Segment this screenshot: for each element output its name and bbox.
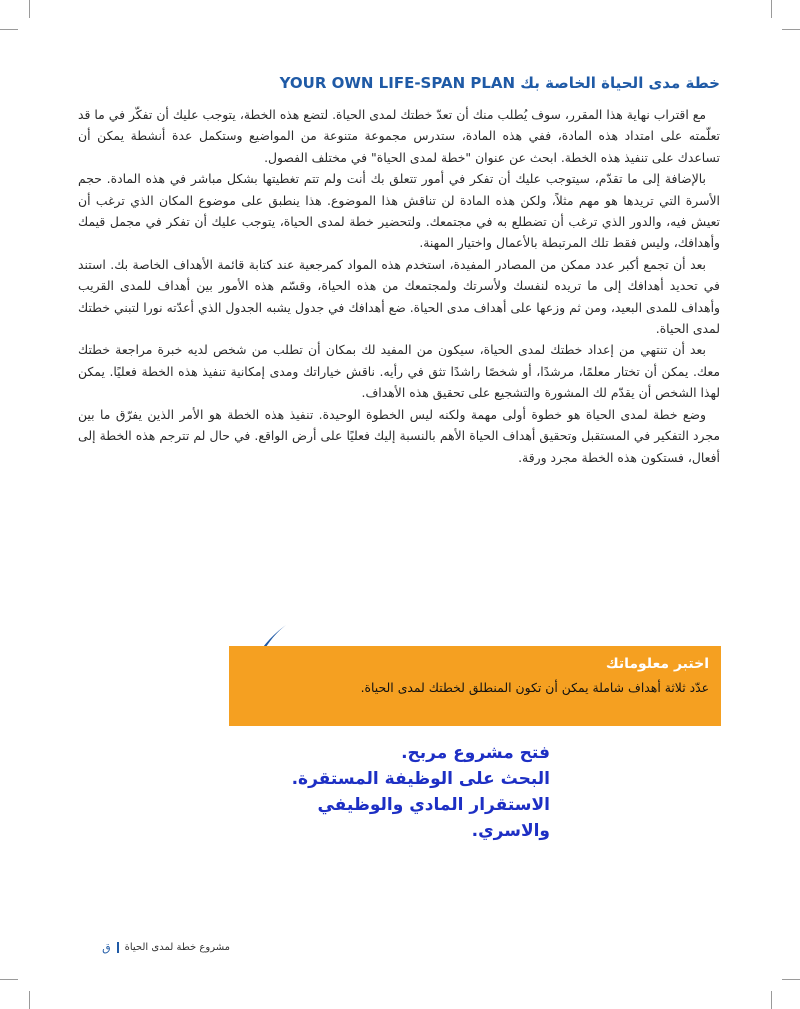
quiz-title: اختبر معلوماتك — [605, 656, 709, 672]
page-title: خطة مدى الحياة الخاصة بك YOUR OWN LIFE-SPAN PLAN — [279, 74, 720, 92]
crop-mark — [771, 0, 772, 18]
page-number: ق — [102, 941, 111, 954]
paragraph: وضع خطة لمدى الحياة هو خطوة أولى مهمة ولكنه ليس الخطوة الوحيدة. تنفيذ هذه الخطة هو الأمر الذين يفرّق ما بين مجرد التفكير في المستقبل وتحقيق أهداف الحياة الأهم بالنسبة إليك فعليًا على أرض الواقع. في حال لم تترجم هذه الخطة إلى أفعال، فستكون هذه الخطة مجرد ورقة. — [78, 406, 720, 465]
answer-line: البحث على الوظيفة المستقرة. — [291, 769, 550, 789]
paragraph: بعد أن تنتهي من إعداد خطتك لمدى الحياة، سيكون من المفيد لك بمكان أن تطلب من شخص لديه خبرة مراجعة خطتك معك. يمكن أن تختار معلمًا، مرشدًا، أو شخصًا راشدًا تثق في رأيه. ناقش خياراتك ومدى إمكانية تنفيذ هذه الخطة فعليًا. يمكن لهذا الشخص أن يقدّم لك المشورة والتشجيع على تحقيق هذه الأهداف. — [78, 342, 720, 401]
page-footer — [60, 941, 230, 954]
paragraph: بعد أن تجمع أكبر عدد ممكن من المصادر المفيدة، استخدم هذه المواد كمرجعية عند كتابة قائمة الأهداف الخاصة بك. استند في تحديد أهدافك إلى ما تريده لنفسك ولأسرتك ولمجتمعك من هذه الحياة، وقسّم هذه الأمور بين أهداف للمدى القريب وأهداف للمدى البعيد، ومن ثم وزعها على أهداف مدى الحياة. ضع أهدافك في جدول يشبه الجدول الذي أعدّته نورا لتبني خطتك لمدى الحياة. — [78, 256, 720, 337]
body-text — [78, 104, 720, 468]
crop-mark — [29, 0, 30, 18]
crop-mark — [0, 29, 18, 30]
answer-line: فتح مشروع مربح. — [401, 743, 550, 763]
handwritten-answers — [240, 740, 550, 844]
quiz-box — [229, 646, 721, 726]
paragraph: بالإضافة إلى ما تقدّم، سيتوجب عليك أن تفكر في أمور تتعلق بك أنت ولم تتم تغطيتها بشكل مباشر في هذه المادة. حجم الأسرة التي تريدها هو مهم مثلاً، ولكن هذه المادة لن تناقش هذا الموضوع. هذا ينطبق على موضوع المكان الذي ترغب أن تعيش فيه، والدور الذي ترغب أن تضطلع به في مجتمعك. ولتحضير خطة لمدى الحياة، يتوجب عليك أن تفكر في مجمل قيمك وأهدافك، وليس فقط تلك المرتبطة بالأعمال واختيار المهنة. — [78, 171, 720, 251]
answer-line: الاستقرار المادي والوظيفي والاسري. — [317, 795, 550, 841]
crop-mark — [782, 979, 800, 980]
crop-mark — [771, 991, 772, 1009]
footer-divider — [117, 942, 119, 953]
quiz-question: عدّد ثلاثة أهداف شاملة يمكن أن تكون المنطلق لخطتك لمدى الحياة. — [360, 680, 709, 695]
crop-mark — [0, 979, 18, 980]
footer-label: مشروع خطة لمدى الحياة — [124, 942, 230, 953]
paragraph: مع اقتراب نهاية هذا المقرر، سوف يُطلب منك أن تعدّ خطتك لمدى الحياة. لتضع هذه الخطة، يتوجب عليك أن تفكّر في ما قد تعلّمته على امتداد هذه المادة، ففي هذه المادة، ستدرس مجموعة متنوعة من المواضيع وستكمل عدة أنشطة يمكن أن تساعدك على تنفيذ هذه الخطة. ابحث عن عنوان "خطة لمدى الحياة" في مختلف الفصول. — [78, 107, 720, 165]
crop-mark — [782, 29, 800, 30]
crop-mark — [29, 991, 30, 1009]
